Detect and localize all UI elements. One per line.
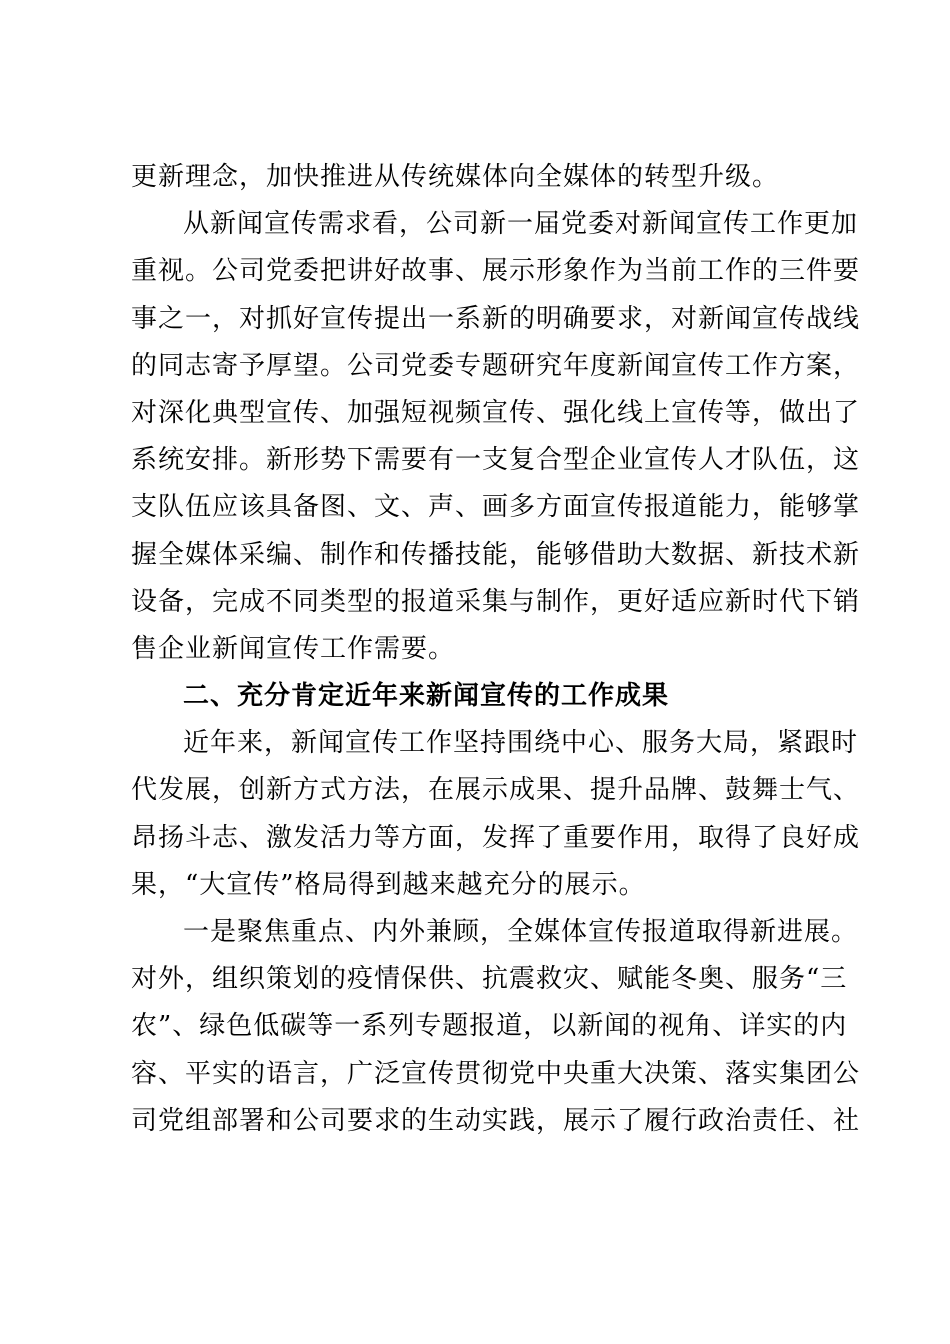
heading-text: 二、充分肯定近年来新闻宣传的工作成果 [183,681,670,712]
text-line: 对深化典型宣传、加强短视频宣传、强化线上宣传等，做出了 [131,397,861,428]
text-line: 容、平实的语言，广泛宣传贯彻党中央重大决策、落实集团公 [131,1058,861,1089]
text-line: 系统安排。新形势下需要有一支复合型企业宣传人才队伍，这 [131,445,861,476]
text-line: 支队伍应该具备图、文、声、画多方面宣传报道能力，能够掌 [131,492,861,523]
paragraph-focus-key-points [131,909,861,1145]
text-line: 昂扬斗志、激发活力等方面，发挥了重要作用，取得了良好成 [131,822,861,853]
text-line: 从新闻宣传需求看，公司新一届党委对新闻宣传工作更加 [183,209,859,240]
document-body [131,154,861,1145]
text-line: 一是聚焦重点、内外兼顾，全媒体宣传报道取得新进展。 [183,917,859,947]
paragraph-achievements-intro [131,720,861,909]
text-line: 握全媒体采编、制作和传播技能，能够借助大数据、新技术新 [131,539,861,570]
text-line: 更新理念，加快推进从传统媒体向全媒体的转型升级。 [131,162,780,192]
text-line: 的同志寄予厚望。公司党委专题研究年度新闻宣传工作方案， [131,350,861,381]
text-line: 重视。公司党委把讲好故事、展示形象作为当前工作的三件要 [131,256,861,287]
section-heading [131,673,821,720]
text-line: 果，“大宣传”格局得到越来越充分的展示。 [131,869,646,900]
text-line: 对外，组织策划的疫情保供、抗震救灾、赋能冬奥、服务“三 [131,964,848,995]
text-line: 农”、绿色低碳等一系列专题报道，以新闻的视角、详实的内 [131,1011,848,1042]
text-line: 售企业新闻宣传工作需要。 [131,633,456,664]
text-line: 设备，完成不同类型的报道采集与制作，更好适应新时代下销 [131,586,861,617]
paragraph-news-demand [131,201,861,673]
text-line: 近年来，新闻宣传工作坚持围绕中心、服务大局，紧跟时 [183,728,859,759]
text-line: 代发展，创新方式方法，在展示成果、提升品牌、鼓舞士气、 [131,775,861,806]
text-line: 事之一，对抓好宣传提出一系新的明确要求，对新闻宣传战线 [131,303,861,334]
paragraph-continuation [131,154,821,201]
text-line: 司党组部署和公司要求的生动实践，展示了履行政治责任、社 [131,1105,861,1136]
